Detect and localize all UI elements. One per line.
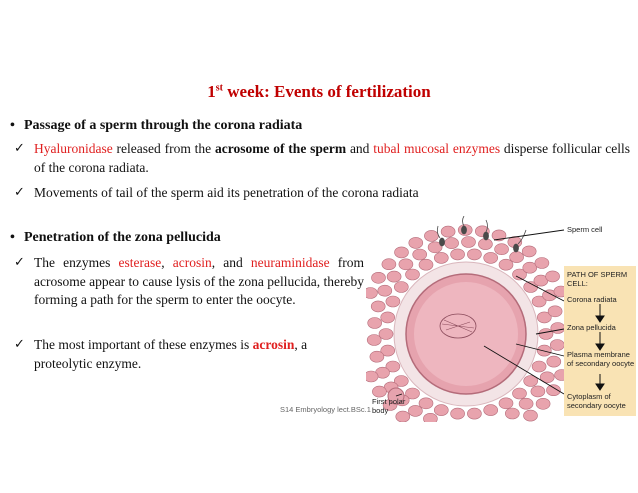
corona-cell <box>371 301 385 312</box>
list-item: ✓ The most important of these enzymes is acrosin, a proteolytic enzyme. <box>14 337 308 371</box>
corona-cell <box>531 386 545 397</box>
corona-cell <box>394 282 408 293</box>
corona-cell <box>372 272 386 283</box>
corona-cell <box>499 259 513 270</box>
corona-cell <box>505 408 519 419</box>
label-corona-radiata: Corona radiata <box>567 295 617 304</box>
corona-cell <box>382 259 396 270</box>
corona-cell <box>413 249 427 260</box>
corona-cell <box>551 323 565 334</box>
corona-cell <box>532 361 546 372</box>
corona-cell <box>366 288 377 299</box>
label-cytoplasm: Cytoplasm of secondary oocyte <box>567 392 626 410</box>
corona-cell <box>537 345 551 356</box>
corona-cell <box>395 247 409 258</box>
label-zona-pellucida: Zona pellucida <box>567 323 616 332</box>
footer-note: S14 Embryology lect.BSc.1 <box>280 405 371 414</box>
corona-cell <box>462 237 476 248</box>
checkmark-icon: ✓ <box>14 141 25 156</box>
corona-cell <box>445 238 459 249</box>
corona-cell <box>550 340 564 351</box>
corona-cell <box>536 398 550 409</box>
corona-cell <box>519 398 533 409</box>
label-plasma-membrane: Plasma membrane of secondary oocyte <box>567 350 635 368</box>
corona-cell <box>434 405 448 416</box>
label-first-polar-body: First polar body <box>372 397 406 415</box>
section-heading-zona: • Penetration of the zona pellucida <box>10 230 221 245</box>
checkmark-icon: ✓ <box>14 255 25 270</box>
corona-cell <box>535 258 549 269</box>
page-title: 1st week: Events of fertilization <box>207 82 431 101</box>
corona-cell <box>441 226 455 237</box>
list-item: ✓ The enzymes esterase, acrosin, and neuraminidase from acrosome appear to cause lysis of the zona pellucida, thereby forming a path for the sperm to enter the oocyte. <box>14 255 365 307</box>
section-heading-corona: • Passage of a sperm through the corona radiata <box>10 118 303 133</box>
corona-cell <box>547 356 561 367</box>
list-item: ✓ Hyaluronidase released from the acrosome of the sperm and tubal mucosal enzymes disperse follicular cells of the corona radiata. <box>14 141 630 175</box>
corona-cell <box>386 296 400 307</box>
corona-cell <box>484 252 498 263</box>
corona-cell <box>423 413 437 422</box>
corona-cell <box>368 318 382 329</box>
corona-cell <box>387 271 401 282</box>
corona-cell <box>399 259 413 270</box>
corona-cell <box>510 252 524 263</box>
corona-cell <box>381 312 395 323</box>
corona-cell <box>409 237 423 248</box>
corona-cell <box>484 405 498 416</box>
corona-cell <box>379 329 393 340</box>
path-arrows <box>590 302 610 392</box>
corona-cell <box>467 249 481 260</box>
corona-cell <box>548 306 562 317</box>
corona-cell <box>513 388 527 399</box>
list-item: ✓ Movements of tail of the sperm aid its penetration of the corona radiata <box>14 184 630 203</box>
corona-cell <box>546 271 560 282</box>
corona-cell <box>370 351 384 362</box>
corona-cell <box>366 371 378 382</box>
corona-cell <box>367 335 381 346</box>
corona-cell <box>434 252 448 263</box>
label-path-heading: PATH OF SPERM CELL: <box>567 270 628 288</box>
corona-cell <box>524 410 538 421</box>
checkmark-icon: ✓ <box>14 185 25 200</box>
corona-cell <box>378 285 392 296</box>
corona-cell <box>406 269 420 280</box>
checkmark-icon: ✓ <box>14 337 25 352</box>
label-sperm-cell: Sperm cell <box>567 225 603 234</box>
corona-cell <box>495 244 509 255</box>
oocyte-cytoplasm <box>414 282 518 386</box>
corona-cell <box>522 246 536 257</box>
corona-cell <box>372 386 386 397</box>
corona-cell <box>424 230 438 241</box>
corona-cell <box>451 249 465 260</box>
corona-cell <box>419 398 433 409</box>
corona-cell <box>539 329 553 340</box>
corona-cell <box>451 408 465 419</box>
corona-cell <box>499 398 513 409</box>
corona-cell <box>467 408 481 419</box>
corona-cell <box>419 259 433 270</box>
